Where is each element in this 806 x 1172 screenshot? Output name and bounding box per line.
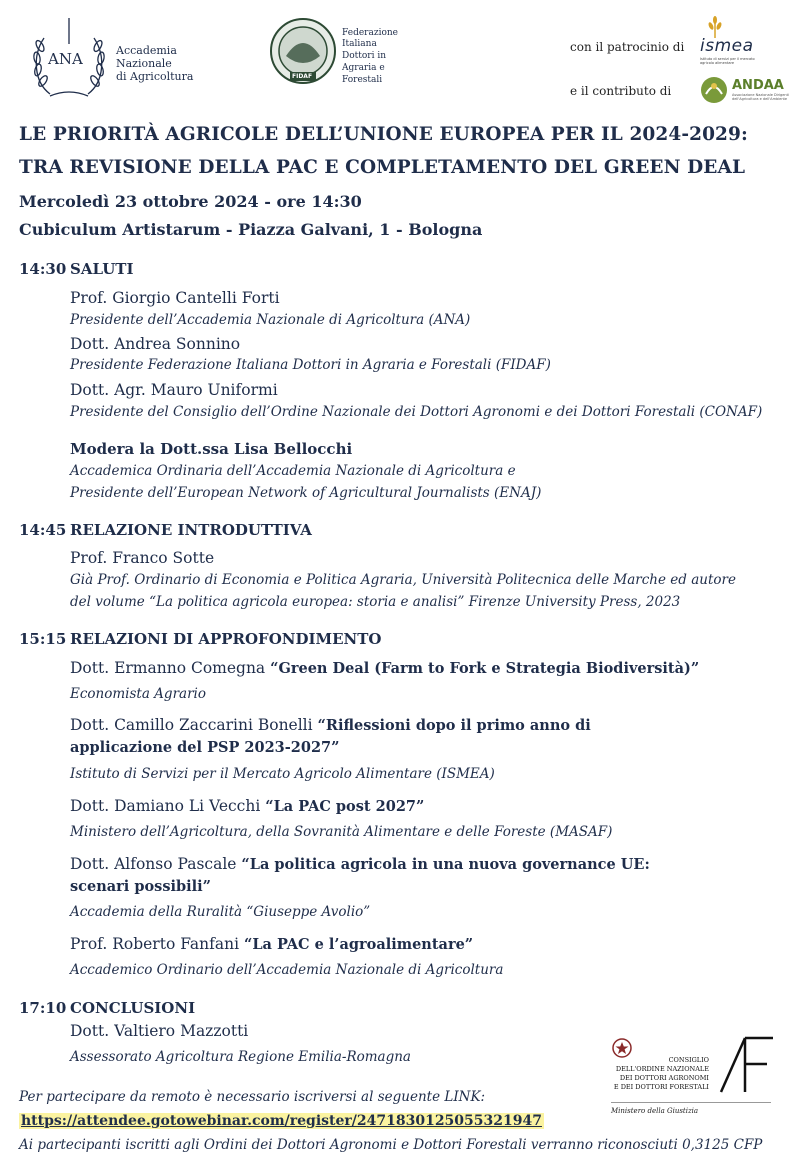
ismea-logo	[700, 16, 780, 66]
andaa-logo	[700, 76, 795, 106]
event-venue: Cubiculum Artistarum - Piazza Galvani, 1 - Bologna	[19, 220, 483, 239]
talk-speaker-name: Prof. Roberto Fanfani	[70, 935, 240, 953]
remote-note: Per partecipare da remoto è necessario iscriversi al seguente LINK:	[19, 1089, 486, 1105]
fidaf-l1: Federazione	[342, 28, 398, 38]
introduttiva-role-line1: Già Prof. Ordinario di Economia e Politica Agraria, Università Politecnica delle Marche ed autore	[70, 572, 736, 588]
andaa-tagline: Associazione Nazionale Dirigenti dell'Agricoltura e dell'Ambiente	[732, 93, 789, 101]
registration-link[interactable]: https://attendee.gotowebinar.com/register/2471830125055321947	[21, 1113, 542, 1129]
andaa-wordmark: ANDAA	[732, 78, 784, 93]
fidaf-l3: Dottori in	[342, 51, 387, 61]
talk-title: “Riflessioni dopo il primo anno di	[317, 717, 591, 734]
ana-abbr: ANA	[48, 50, 83, 68]
approfondimento-label: RELAZIONI DI APPROFONDIMENTO	[70, 630, 382, 648]
talk-speaker-name: Dott. Alfonso Pascale	[70, 855, 237, 873]
speaker-role: Presidente del Consiglio dell’Ordine Nazionale dei Dottori Agronomi e dei Dottori Forestali (CONAF)	[70, 404, 763, 420]
talk-speaker-name: Dott. Camillo Zaccarini Bonelli	[70, 716, 313, 734]
ismea-tagline: Istituto di servizi per il mercato agricolo alimentare	[700, 57, 755, 65]
fidaf-seal-text: FIDAF	[292, 73, 313, 80]
talk-title: “Green Deal (Farm to Fork e Strategia Biodiversità)”	[270, 660, 700, 677]
introduttiva-label: RELAZIONE INTRODUTTIVA	[70, 521, 312, 539]
ana-line2: Nazionale	[116, 57, 172, 70]
patrocinio-label: con il patrocinio di	[570, 40, 685, 54]
introduttiva-role-line2: del volume “La politica agricola europea: storia e analisi” Firenze University Press, 2023	[70, 594, 681, 610]
conclusioni-role: Assessorato Agricoltura Regione Emilia-Romagna	[70, 1049, 411, 1065]
introduttiva-time: 14:45	[19, 521, 67, 539]
speaker-role: Presidente Federazione Italiana Dottori in Agraria e Forestali (FIDAF)	[70, 357, 551, 373]
talk-speaker	[70, 659, 699, 677]
talk-speaker	[70, 855, 650, 873]
conaf-l2: DELL'ORDINE NAZIONALE	[615, 1065, 709, 1073]
speaker-name: Dott. Andrea Sonnino	[70, 335, 241, 353]
fidaf-l2: Italiana	[342, 39, 377, 49]
speaker-name: Dott. Agr. Mauro Uniformi	[70, 381, 278, 399]
talk-role: Accademia della Ruralità “Giuseppe Avolio”	[70, 904, 371, 920]
approfondimento-time: 15:15	[19, 630, 67, 648]
italian-emblem-icon	[611, 1036, 633, 1060]
ana-line1: Accademia	[116, 44, 177, 57]
talk-title: “La PAC e l’agroalimentare”	[243, 936, 474, 953]
fidaf-logo	[268, 16, 408, 98]
speaker-name: Prof. Giorgio Cantelli Forti	[70, 289, 280, 307]
conaf-ministry: Ministero della Giustizia	[611, 1107, 699, 1115]
introduttiva-name: Prof. Franco Sotte	[70, 549, 215, 567]
contributo-label: e il contributo di	[570, 84, 672, 98]
wheat-icon	[706, 16, 724, 38]
conaf-divider	[611, 1102, 771, 1103]
event-date: Mercoledì 23 ottobre 2024 - ore 14:30	[19, 192, 362, 211]
speaker-role: Presidente dell’Accademia Nazionale di Agricoltura (ANA)	[70, 312, 471, 328]
saluti-label: SALUTI	[70, 260, 134, 278]
conclusioni-label: CONCLUSIONI	[70, 999, 196, 1017]
talk-title-cont: applicazione del PSP 2023-2027”	[70, 739, 340, 756]
talk-speaker-name: Dott. Ermanno Comegna	[70, 659, 266, 677]
talk-speaker	[70, 797, 424, 815]
moderator-role-line2: Presidente dell’European Network of Agricultural Journalists (ENAJ)	[70, 485, 542, 501]
andaa-leaf-icon	[700, 76, 728, 104]
fidaf-l5: Forestali	[342, 75, 383, 85]
af-monogram-icon	[717, 1034, 777, 1096]
conaf-l1: CONSIGLIO	[668, 1056, 709, 1064]
conclusioni-time: 17:10	[19, 999, 67, 1017]
talk-speaker	[70, 716, 591, 734]
talk-speaker-name: Dott. Damiano Li Vecchi	[70, 797, 261, 815]
conaf-l3: DEI DOTTORI AGRONOMI	[619, 1074, 709, 1082]
ismea-wordmark: ismea	[700, 36, 754, 56]
fidaf-l4: Agraria e	[342, 63, 385, 73]
saluti-time: 14:30	[19, 260, 67, 278]
ana-logo	[28, 16, 198, 104]
talk-role: Istituto di Servizi per il Mercato Agricolo Alimentare (ISMEA)	[70, 766, 495, 782]
talk-title-line2	[70, 738, 339, 756]
ana-line3: di Agricoltura	[116, 70, 194, 83]
talk-title-cont: scenari possibili”	[70, 878, 211, 895]
event-title-line1: LE PRIORITÀ AGRICOLE DELL’UNIONE EUROPEA PER IL 2024-2029:	[19, 124, 748, 145]
conaf-logo	[605, 1032, 785, 1122]
moderator-role-line1: Accademica Ordinaria dell’Accademia Nazionale di Agricoltura e	[70, 463, 516, 479]
talk-title: “La PAC post 2027”	[265, 798, 425, 815]
talk-speaker	[70, 935, 473, 953]
conaf-l4: E DEI DOTTORI FORESTALI	[613, 1083, 709, 1091]
moderator-name: Modera la Dott.ssa Lisa Bellocchi	[70, 440, 353, 458]
talk-role: Ministero dell’Agricoltura, della Sovranità Alimentare e delle Foreste (MASAF)	[70, 824, 613, 840]
event-title-line2: TRA REVISIONE DELLA PAC E COMPLETAMENTO DEL GREEN DEAL	[19, 157, 746, 178]
talk-role: Accademico Ordinario dell’Accademia Nazionale di Agricoltura	[70, 962, 504, 978]
cfp-note: Ai partecipanti iscritti agli Ordini dei Dottori Agronomi e Dottori Forestali verranno riconosciuti 0,3125 CFP	[19, 1137, 763, 1153]
talk-role: Economista Agrario	[70, 686, 206, 702]
talk-title: “La politica agricola in una nuova governance UE:	[241, 856, 650, 873]
talk-title-line2	[70, 877, 211, 895]
conclusioni-name: Dott. Valtiero Mazzotti	[70, 1022, 249, 1040]
